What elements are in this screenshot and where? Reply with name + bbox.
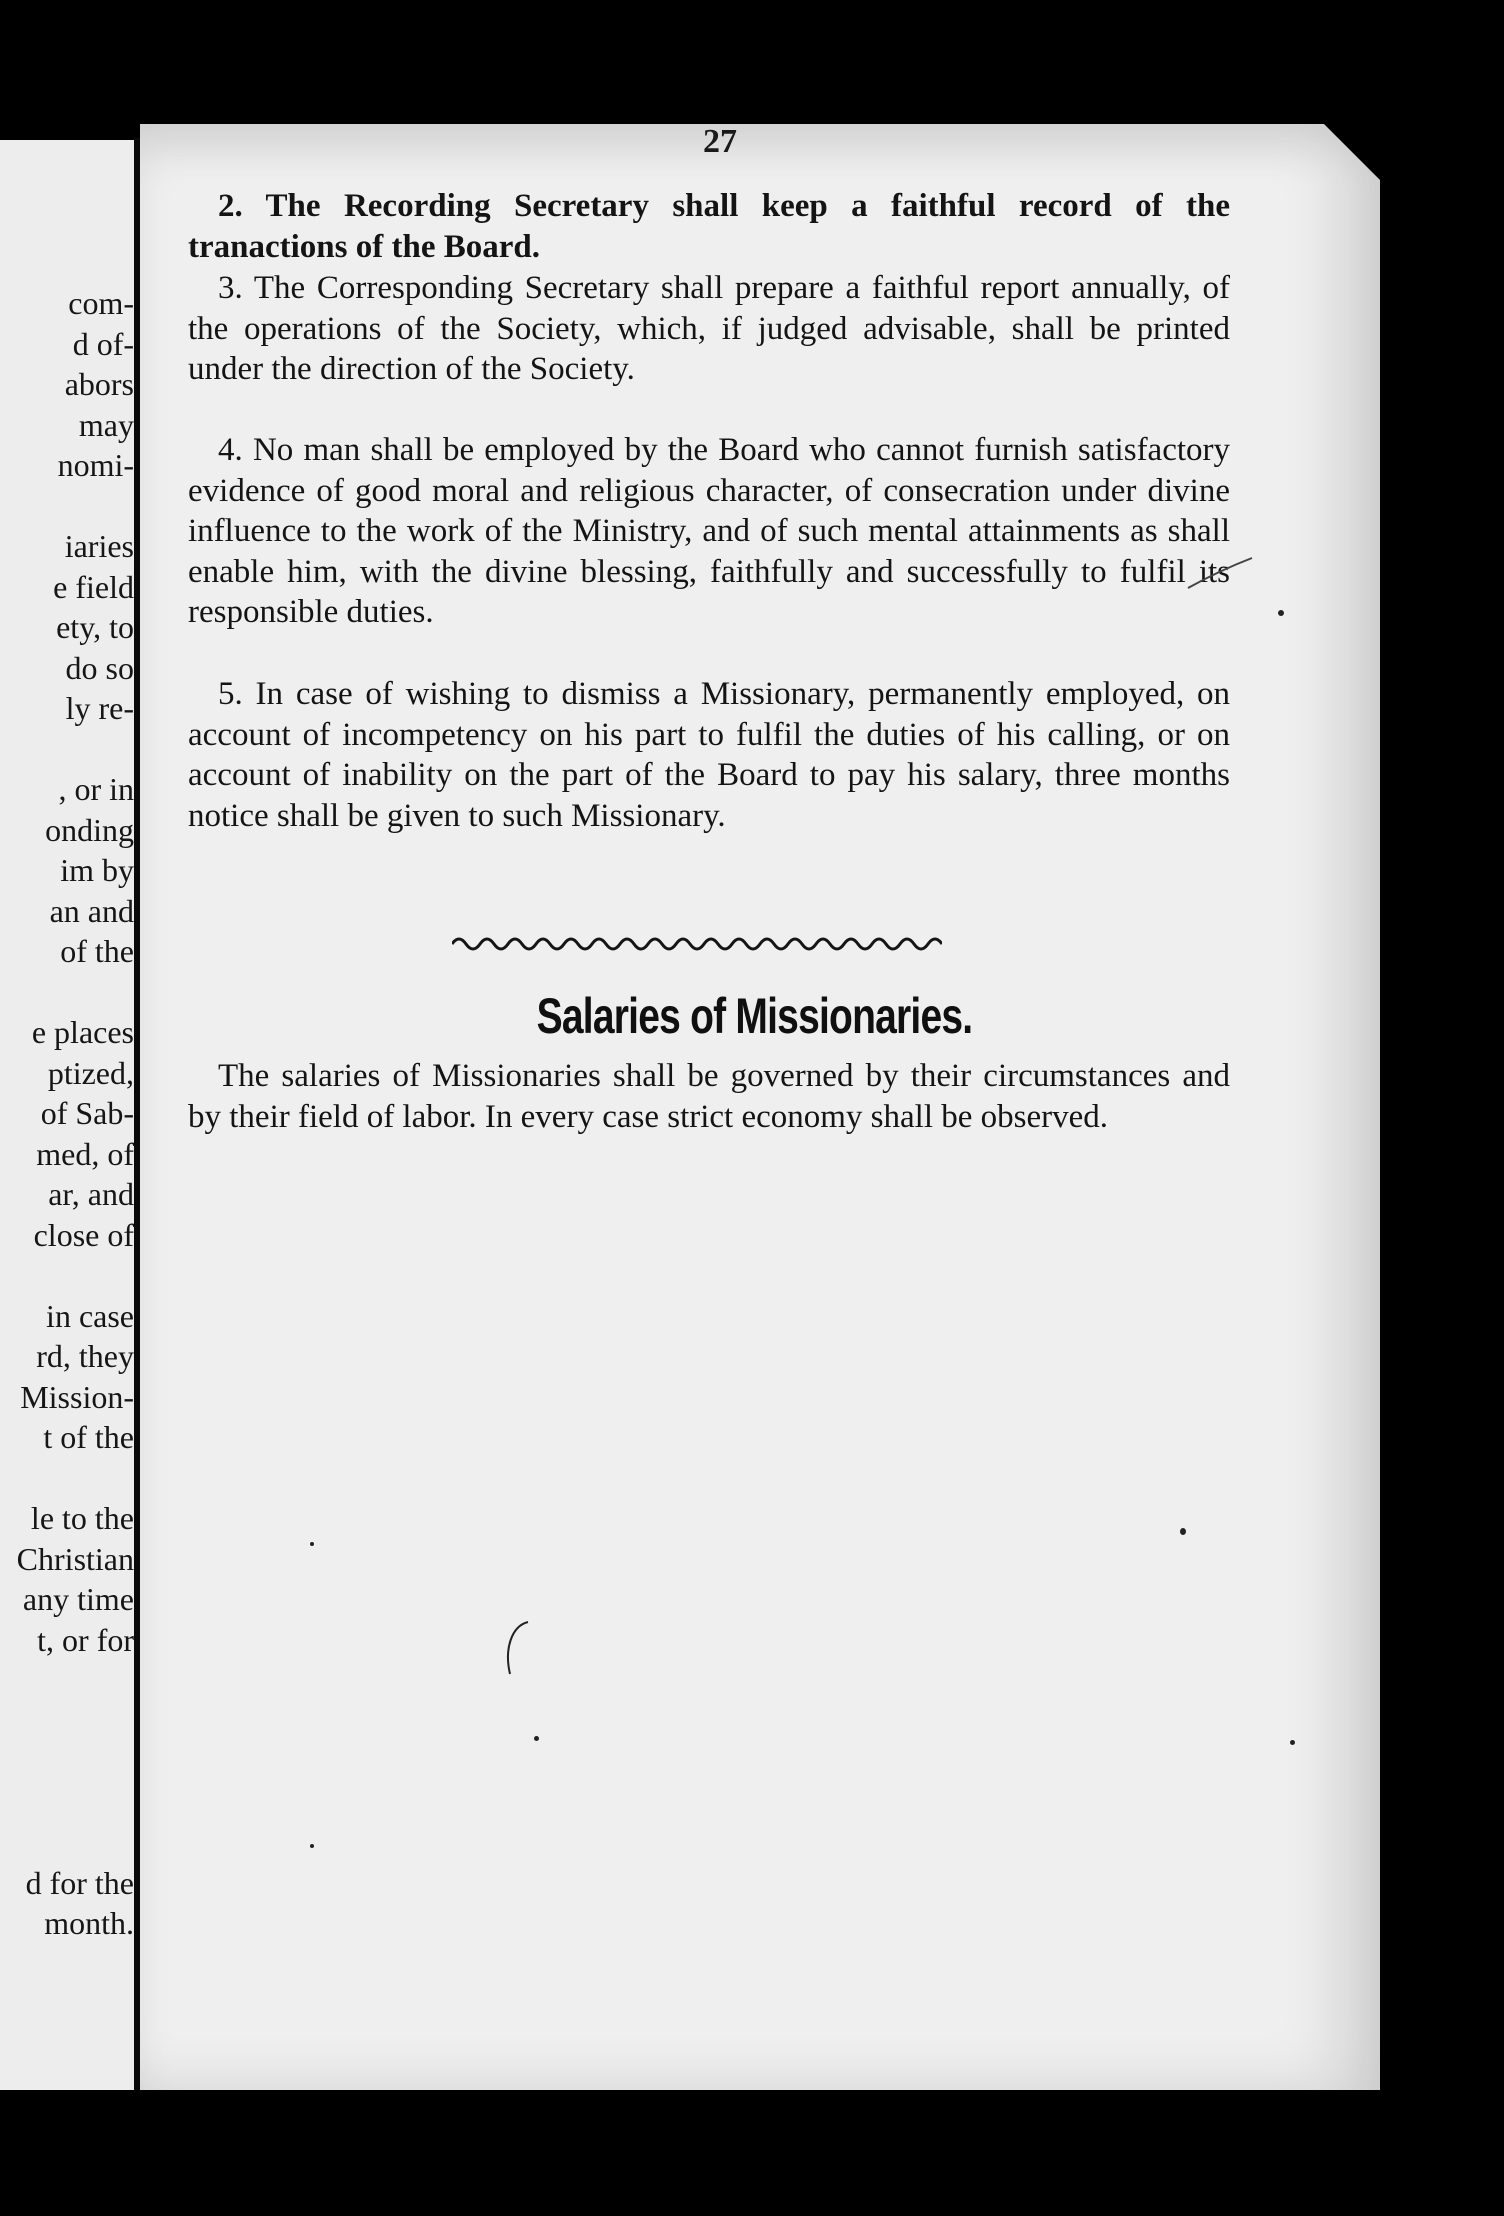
salaries-body: The salaries of Missionaries shall be governed by their circumstances and by their field of labor. In every case strict economy shall be observed.: [188, 1058, 1230, 1135]
scan-speck: [1290, 1740, 1295, 1745]
facing-page-line: nomi-: [57, 447, 134, 483]
section-5-number: 5.: [218, 676, 243, 712]
scan-speck: [310, 1844, 314, 1848]
facing-page-line: d for the: [25, 1864, 134, 1901]
facing-page-line: d of-: [72, 325, 134, 362]
section-3-text: [188, 268, 1230, 390]
section-4-text: [188, 430, 1230, 633]
page-number: 27: [703, 123, 737, 160]
facing-page-line: e field: [53, 568, 134, 605]
facing-page-line: med, of: [36, 1135, 134, 1172]
facing-page-line: rd, they: [36, 1338, 134, 1374]
facing-page-line: abors: [64, 366, 134, 402]
section-2-body: The Recording Secretary shall keep a faithful record of the tranactions of the Board.: [188, 188, 1230, 265]
section-5-body: In case of wishing to dismiss a Missionary, permanently employed, on account of incompetency on his part to fulfil the duties of his calling, or on account of inability on the part of the Board to pay his salary, three months notice shall be given to such Missionary.: [188, 676, 1231, 834]
article-section-4: [188, 430, 1230, 633]
wavy-divider: [452, 930, 942, 954]
article-section-5: [188, 674, 1230, 836]
article-section-2: [188, 186, 1230, 267]
facing-page-fragment: [0, 140, 134, 2090]
facing-page-line: of Sab-: [40, 1095, 134, 1131]
facing-page-line: do so: [65, 649, 134, 686]
document-page: [140, 124, 1380, 2090]
facing-page-line: close of: [33, 1216, 134, 1253]
facing-page-line: ar, and: [48, 1176, 134, 1212]
facing-page-line: im by: [60, 852, 134, 888]
section-3-body: The Corresponding Secretary shall prepare a faithful report annually, of the operations of the Society, which, if judged advisable, shall be printed under the direction of the Society.: [188, 270, 1231, 387]
facing-page-line: ptized,: [47, 1054, 134, 1091]
section-5-text: [188, 674, 1230, 836]
salaries-section: [188, 1056, 1230, 1137]
facing-page-line: le to the: [30, 1500, 134, 1536]
scan-speck: [310, 1542, 314, 1546]
facing-page-line: may: [78, 406, 134, 443]
section-heading: Salaries of Missionaries.: [536, 988, 973, 1044]
facing-page-line: e places: [31, 1014, 134, 1050]
scan-mark: [1186, 554, 1256, 594]
facing-page-line: ly re-: [65, 690, 134, 726]
facing-page-line: of the: [60, 933, 134, 969]
facing-page-line: any time: [22, 1581, 134, 1617]
facing-page-line: in case: [46, 1297, 134, 1334]
scan-mark: [498, 1618, 538, 1708]
scan-speck: [534, 1736, 539, 1741]
section-4-body: No man shall be employed by the Board who cannot furnish satisfactory evidence of good moral and religious character, of consecration under divine influence to the work of the Ministry, and of such mental attainments as shall enable him, with the divine blessing, faithfully and successfully to fulfil its responsible duties.: [188, 432, 1231, 630]
facing-page-line: t of the: [43, 1419, 134, 1455]
facing-page-line: , or in: [58, 771, 134, 807]
facing-page-line: t, or for: [37, 1621, 134, 1658]
facing-page-line: month.: [44, 1905, 134, 1941]
facing-page-line: an and: [49, 892, 134, 929]
article-section-3: [188, 268, 1230, 390]
facing-page-line: Mission-: [20, 1378, 134, 1415]
section-2-text: [188, 186, 1230, 267]
section-2-number: 2.: [218, 188, 243, 224]
scan-speck: [1180, 1528, 1186, 1535]
scan-speck: [1278, 610, 1284, 616]
salaries-text: [188, 1056, 1230, 1137]
section-3-number: 3.: [218, 270, 243, 306]
facing-page-line: Christian: [16, 1540, 134, 1577]
facing-page-line: ety, to: [56, 609, 134, 645]
torn-corner: [1322, 122, 1382, 182]
section-4-number: 4.: [218, 432, 243, 468]
facing-page-line: com-: [68, 285, 134, 321]
facing-page-line: iaries: [64, 528, 134, 564]
facing-page-line: onding: [45, 811, 134, 848]
